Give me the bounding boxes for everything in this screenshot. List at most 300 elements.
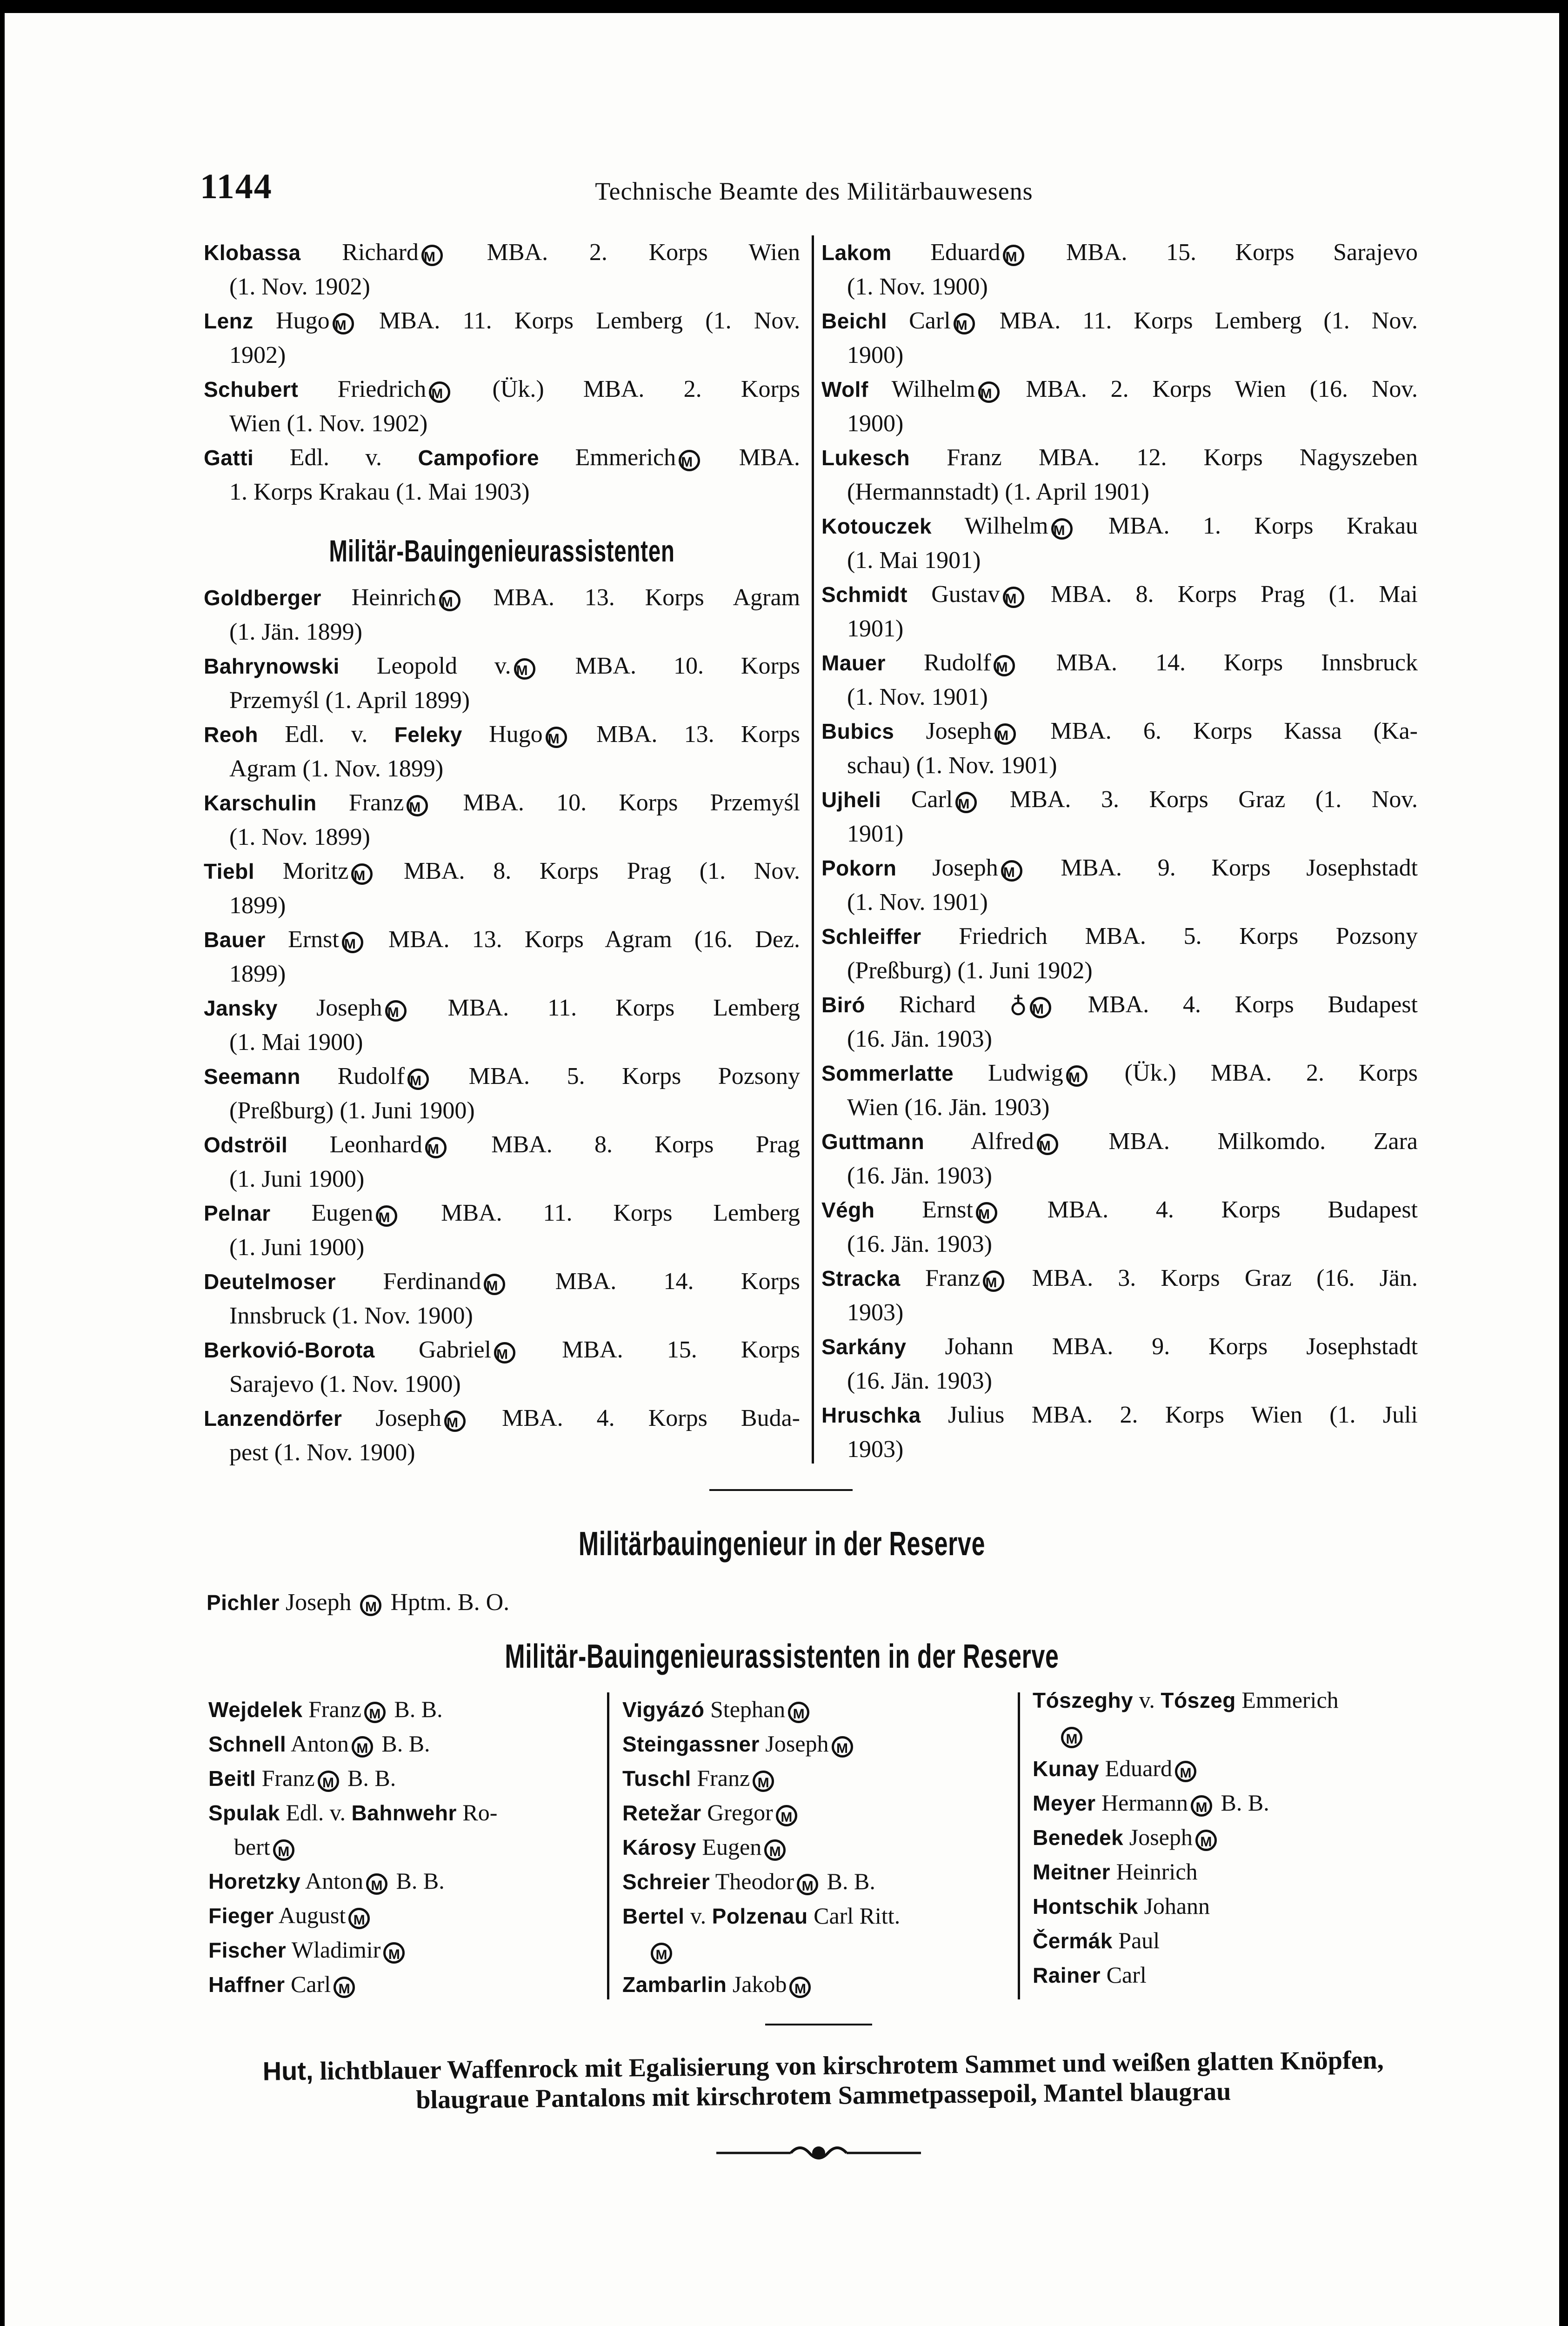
given-name: Rudolf xyxy=(924,649,991,676)
entry-line xyxy=(208,1799,497,1825)
entry-line xyxy=(821,577,1418,612)
given-name: Anton xyxy=(305,1868,364,1894)
list-item xyxy=(204,1401,800,1470)
entry-line xyxy=(208,1696,443,1722)
given-name: Gustav xyxy=(931,581,1000,608)
entry-continuation xyxy=(821,407,1418,441)
reserve-column-1 xyxy=(208,1692,594,2002)
entry-line xyxy=(622,1731,856,1757)
surname-part: Polzenau xyxy=(712,1904,808,1928)
list-item xyxy=(821,646,1418,714)
surname: Reoh xyxy=(204,722,258,747)
merit-mark-icon xyxy=(776,1805,797,1826)
list-item xyxy=(1033,1924,1423,1958)
entry-continuation xyxy=(204,338,800,372)
list-item xyxy=(821,372,1418,441)
list-item xyxy=(622,1796,1008,1830)
merit-mark-icon xyxy=(753,1771,774,1792)
entry-continuation xyxy=(622,1933,1008,1967)
section-separator xyxy=(765,2024,872,2025)
entry-continuation xyxy=(1033,1718,1423,1751)
entry-line xyxy=(821,782,1418,817)
entry-details: MBA. 3. Korps Graz (16. Jän. xyxy=(1032,1265,1418,1291)
given-name-part: Hugo xyxy=(489,721,543,748)
entry-continuation-text: (1. Jän. 1899) xyxy=(229,619,362,645)
entry-continuation xyxy=(821,1090,1418,1124)
given-name: Joseph xyxy=(1129,1824,1193,1850)
list-item xyxy=(821,988,1418,1056)
entry-line xyxy=(622,1868,875,1894)
entry-continuation-text: (Preßburg) (1. Juni 1902) xyxy=(847,957,1093,984)
entry-continuation-text: schau) (1. Nov. 1901) xyxy=(847,752,1057,779)
entry-continuation-text: (1. Nov. 1899) xyxy=(229,824,370,850)
given-name: Julius xyxy=(948,1402,1005,1428)
given-name-part: Emmerich xyxy=(1241,1687,1339,1713)
entry-continuation xyxy=(821,543,1418,577)
merit-mark-icon xyxy=(1066,1065,1088,1087)
entry-details: B. B. xyxy=(347,1765,396,1791)
list-item xyxy=(204,854,800,922)
list-item xyxy=(622,1761,1008,1796)
entry-details: MBA. 13. Korps xyxy=(596,721,801,748)
given-name: Joseph xyxy=(765,1731,829,1757)
surname: Seemann xyxy=(204,1064,301,1089)
entry-line xyxy=(204,991,800,1025)
given-name: Heinrich xyxy=(1116,1858,1198,1885)
entry-details: MBA. 1. Korps Krakau xyxy=(1108,513,1418,539)
merit-mark-icon xyxy=(360,1595,381,1616)
right-column-assistants xyxy=(821,235,1418,1466)
entry-line xyxy=(1033,1755,1199,1781)
surname: Lenz xyxy=(204,309,254,333)
given-name: Johann xyxy=(945,1333,1014,1360)
surname: Hontschik xyxy=(1033,1894,1138,1918)
list-item xyxy=(821,714,1418,782)
list-item xyxy=(821,1261,1418,1330)
entry-line xyxy=(821,441,1418,475)
entry-line xyxy=(622,1696,812,1722)
given-name: Anton xyxy=(290,1731,349,1757)
merit-mark-icon xyxy=(273,1839,294,1861)
entry-line xyxy=(204,581,800,615)
merit-mark-icon xyxy=(342,932,363,953)
entry-line xyxy=(204,786,800,820)
list-item xyxy=(821,235,1418,304)
entry-line xyxy=(204,235,800,270)
entry-continuation xyxy=(204,1230,800,1264)
surname: Bubics xyxy=(821,719,894,743)
entry-line xyxy=(204,1196,800,1230)
list-item xyxy=(821,577,1418,646)
given-name: Franz xyxy=(308,1696,361,1722)
surname: Biró xyxy=(821,993,865,1017)
merit-mark-icon xyxy=(484,1274,505,1295)
surname: Berkovió-Borota xyxy=(204,1338,375,1362)
entry-continuation-text: (Hermannstadt) (1. April 1901) xyxy=(847,479,1149,505)
entry-continuation-text: bert xyxy=(234,1834,270,1860)
surname: Steingassner xyxy=(622,1732,760,1756)
entry-details: (Ük.) MBA. 2. Korps xyxy=(1124,1060,1418,1086)
given-name: Gregor xyxy=(707,1799,773,1825)
surname: Fieger xyxy=(208,1904,274,1928)
list-item xyxy=(1033,1820,1423,1855)
list-item xyxy=(1033,1683,1423,1751)
merit-mark-icon xyxy=(425,1137,447,1158)
entry-continuation xyxy=(204,1162,800,1196)
surname: Wejdelek xyxy=(208,1698,303,1722)
list-item xyxy=(204,581,800,649)
given-name: Leopold v. xyxy=(376,653,511,679)
entry-continuation-text: (1. Juni 1900) xyxy=(229,1234,365,1261)
merit-mark-icon xyxy=(788,1702,809,1723)
entry-continuation-text: (1. Nov. 1901) xyxy=(847,684,988,710)
entry-details: MBA. 9. Korps Josephstadt xyxy=(1052,1333,1418,1360)
entry-line xyxy=(622,1799,800,1825)
merit-mark-icon xyxy=(514,658,535,680)
list-item xyxy=(208,1898,594,1933)
page-header xyxy=(200,167,1428,218)
uniform-note-text: lichtblauer Waffenrock mit Egalisierung von kirschrotem Sammet und weißen glatten Knöpfen, blaugraue Pantalons mit kirschrotem Sammetpassepoil, Mantel blaugrau xyxy=(320,2045,1384,2115)
list-item xyxy=(821,782,1418,851)
entry-line xyxy=(204,854,800,889)
rank-info: Hptm. B. O. xyxy=(390,1589,510,1616)
merit-mark-icon xyxy=(318,1771,339,1792)
entry-continuation xyxy=(204,752,800,786)
entry-continuation-text: Innsbruck (1. Nov. 1900) xyxy=(229,1303,473,1329)
surname: Kotouczek xyxy=(821,514,932,538)
list-item xyxy=(821,509,1418,577)
surname: Beichl xyxy=(821,309,887,333)
entry-continuation xyxy=(821,1296,1418,1330)
entry-continuation-text: (1. Nov. 1901) xyxy=(847,889,988,916)
merit-mark-icon xyxy=(334,1977,355,1998)
entry-details: MBA. 8. Korps Prag (1. Nov. xyxy=(404,858,801,884)
entry-continuation xyxy=(204,615,800,649)
uniform-note-label: Hut, xyxy=(262,2056,314,2086)
given-name: Joseph xyxy=(316,995,382,1021)
entry-line xyxy=(208,1765,396,1791)
entry-line xyxy=(622,1903,900,1929)
section-heading-reserve-assistants: Militär-Bauingenieurassistenten in der Reserve xyxy=(505,1638,1059,1675)
entry-continuation-text: (1. Nov. 1900) xyxy=(847,274,988,300)
list-item xyxy=(821,919,1418,988)
surname: Tiebl xyxy=(204,859,255,883)
given-name: Edl. v. xyxy=(286,1799,346,1825)
list-item xyxy=(821,1398,1418,1466)
entry-line xyxy=(204,649,800,683)
list-item xyxy=(622,1692,1008,1727)
entry-continuation xyxy=(204,1367,800,1401)
merit-mark-icon xyxy=(1175,1761,1196,1782)
surname: Schreier xyxy=(622,1870,710,1894)
given-name: Joseph xyxy=(932,855,998,881)
given-name: Carl xyxy=(911,786,953,813)
entry-line xyxy=(204,1333,800,1367)
merit-mark-icon xyxy=(1037,1134,1058,1155)
list-item xyxy=(622,1865,1008,1899)
merit-mark-icon xyxy=(348,1908,370,1929)
surname: Retežar xyxy=(622,1801,701,1825)
given-name: Johann xyxy=(1144,1893,1210,1919)
merit-mark-icon xyxy=(651,1943,672,1964)
given-name: Jakob xyxy=(732,1971,787,1997)
entry-continuation-text: (1. Nov. 1902) xyxy=(229,274,370,300)
entry-continuation-text: (16. Jän. 1903) xyxy=(847,1368,992,1394)
given-name: Alfred xyxy=(971,1128,1034,1155)
surname: Lanzendörfer xyxy=(204,1406,342,1430)
surname: Spulak xyxy=(208,1801,280,1825)
list-item xyxy=(204,372,800,441)
surname: Pelnar xyxy=(204,1201,271,1225)
given-name: Hermann xyxy=(1101,1790,1188,1816)
entry-continuation-text: Sarajevo (1. Nov. 1900) xyxy=(229,1371,461,1397)
merit-mark-icon xyxy=(1003,245,1024,266)
merit-mark-icon xyxy=(1001,860,1022,882)
merit-mark-icon xyxy=(978,381,1000,403)
list-item xyxy=(204,1264,800,1333)
list-item xyxy=(1033,1786,1423,1820)
entry-details: MBA. 4. Korps Buda- xyxy=(502,1405,800,1431)
entry-continuation-text: (16. Jän. 1903) xyxy=(847,1026,992,1052)
given-name: Eduard xyxy=(930,239,1001,266)
surname: Meitner xyxy=(1033,1860,1111,1884)
surname: Schmidt xyxy=(821,582,907,607)
surname: Stracka xyxy=(821,1266,901,1290)
list-item xyxy=(821,1193,1418,1261)
entry-continuation-text: Przemyśl (1. April 1899) xyxy=(229,687,470,714)
list-item xyxy=(208,1727,594,1761)
entry-line xyxy=(1033,1893,1210,1919)
entry-line xyxy=(204,922,800,957)
entry-line xyxy=(208,1731,430,1757)
section-heading-assistants: Militär-Bauingenieurassistenten xyxy=(329,534,675,568)
merit-mark-icon xyxy=(333,313,354,334)
entry-details: MBA. 3. Korps Graz (1. Nov. xyxy=(1009,786,1418,813)
given-name: Carl xyxy=(1106,1962,1147,1988)
entry-continuation xyxy=(821,885,1418,919)
merit-mark-icon xyxy=(352,1736,373,1758)
list-item xyxy=(204,922,800,991)
surname: Ujheli xyxy=(821,788,881,812)
given-name: Franz xyxy=(348,789,404,816)
list-item xyxy=(208,1796,594,1864)
surname: Károsy xyxy=(622,1835,696,1859)
given-name: Franz xyxy=(947,444,1002,471)
entry-continuation xyxy=(204,820,800,854)
given-name: v. xyxy=(690,1903,707,1929)
entry-line xyxy=(204,372,800,407)
entry-details: MBA. 15. Korps Sarajevo xyxy=(1066,239,1418,266)
list-item xyxy=(821,1330,1418,1398)
surname: Guttmann xyxy=(821,1130,925,1154)
entry-continuation-text: Agram (1. Nov. 1899) xyxy=(229,755,444,782)
entry-continuation xyxy=(821,680,1418,714)
ornament-end-rule-icon xyxy=(716,2139,921,2167)
entry-continuation-text: 1. Korps Krakau (1. Mai 1903) xyxy=(229,479,530,505)
entry-continuation-text: 1899) xyxy=(229,961,286,987)
entry-continuation xyxy=(204,889,800,922)
given-name: Ernst xyxy=(288,926,339,953)
entry-details: MBA. 5. Korps Pozsony xyxy=(468,1063,801,1089)
document-page xyxy=(5,13,1559,2326)
list-item xyxy=(204,786,800,854)
entry-continuation-text: (1. Mai 1900) xyxy=(229,1029,363,1056)
entry-details: MBA. 12. Korps Nagyszeben xyxy=(1038,444,1418,471)
entry-line xyxy=(204,1128,800,1162)
surname: Karschulin xyxy=(204,791,317,815)
entry-details: MBA. 4. Korps Budapest xyxy=(1047,1196,1418,1223)
entry-continuation xyxy=(821,1432,1418,1466)
surname: Vigyázó xyxy=(622,1698,705,1722)
surname: Čermák xyxy=(1033,1929,1113,1953)
entry-line xyxy=(821,1193,1418,1227)
surname: Lukesch xyxy=(821,446,910,470)
merit-mark-icon xyxy=(679,450,700,471)
entry-continuation-text: (16. Jän. 1903) xyxy=(847,1231,992,1257)
surname: Klobassa xyxy=(204,241,301,265)
entry-continuation-text: Wien (16. Jän. 1903) xyxy=(847,1094,1050,1121)
entry-continuation-text: pest (1. Nov. 1900) xyxy=(229,1439,415,1466)
entry-line xyxy=(821,646,1418,680)
entry-continuation-text: 1901) xyxy=(847,821,904,847)
entry-details: MBA. 8. Korps Prag xyxy=(491,1131,801,1158)
merit-mark-icon xyxy=(421,245,443,266)
surname: Jansky xyxy=(204,996,278,1020)
entry-details: (Ük.) MBA. 2. Korps xyxy=(492,376,800,402)
entry-line xyxy=(821,1056,1418,1090)
merit-mark-icon xyxy=(797,1874,818,1895)
given-name: Carl xyxy=(909,307,951,334)
entry-continuation-text: 1903) xyxy=(847,1299,904,1326)
given-name-part: Ro- xyxy=(462,1799,498,1825)
given-name: Wilhelm xyxy=(891,376,975,402)
entry-line xyxy=(208,1971,358,1997)
given-name: Eugen xyxy=(311,1200,374,1226)
entry-line xyxy=(821,988,1418,1022)
entry-details: MBA. 10. Korps xyxy=(575,653,800,679)
entry-line xyxy=(204,1264,800,1299)
given-name: Ludwig xyxy=(988,1060,1063,1086)
entry-line xyxy=(204,441,800,475)
entry-line xyxy=(204,717,800,752)
given-name: Franz xyxy=(925,1265,981,1291)
given-name-part: Emmerich xyxy=(575,444,676,471)
entry-details: MBA. 15. Korps xyxy=(562,1337,801,1363)
section-separator xyxy=(709,1489,853,1491)
merit-mark-icon xyxy=(366,1873,387,1895)
entry-details: MBA. 9. Korps Josephstadt xyxy=(1061,855,1418,881)
entry-details: B. B. xyxy=(396,1868,445,1894)
list-item xyxy=(204,1128,800,1196)
surname: Meyer xyxy=(1033,1791,1096,1815)
surname-part: Campofiore xyxy=(418,446,540,470)
merit-mark-icon xyxy=(994,723,1016,745)
list-item xyxy=(204,649,800,717)
entry-continuation-text: (Preßburg) (1. Juni 1900) xyxy=(229,1097,475,1124)
entry-continuation-text: 1899) xyxy=(229,892,286,919)
entry-details: B. B. xyxy=(381,1731,430,1757)
merit-mark-icon xyxy=(994,655,1015,676)
entry-line xyxy=(821,919,1418,954)
surname-part: Tószeg xyxy=(1161,1688,1236,1712)
list-item xyxy=(204,991,800,1059)
entry-continuation xyxy=(204,407,800,441)
merit-mark-icon xyxy=(1061,1727,1082,1748)
merit-mark-icon xyxy=(1195,1830,1217,1851)
entry-details: MBA. 11. Korps Lemberg (1. Nov. xyxy=(999,307,1418,334)
list-item xyxy=(204,235,800,304)
given-name: Wladimir xyxy=(291,1937,381,1963)
surname: Sommerlatte xyxy=(821,1061,954,1085)
surname: Schubert xyxy=(204,377,299,401)
entry-line xyxy=(821,1330,1418,1364)
merit-mark-icon xyxy=(444,1410,466,1432)
list-item xyxy=(622,1899,1008,1967)
given-name: Ferdinand xyxy=(383,1268,481,1295)
given-name: Moritz xyxy=(282,858,349,884)
surname: Horetzky xyxy=(208,1869,301,1893)
entry-continuation-text: Wien (1. Nov. 1902) xyxy=(229,410,428,437)
entry-continuation xyxy=(204,475,800,509)
given-name: Joseph xyxy=(926,718,992,744)
entry-continuation xyxy=(204,1094,800,1128)
entry-details: MBA. 13. Korps Agram (16. Dez. xyxy=(388,926,800,953)
reserve-engineer-entry xyxy=(207,1585,904,1620)
entry-details: MBA. Milkomdo. Zara xyxy=(1108,1128,1418,1155)
entry-line xyxy=(1033,1687,1339,1713)
given-name: Heinrich xyxy=(351,584,436,611)
entry-continuation xyxy=(821,817,1418,851)
entry-continuation-text: 1903) xyxy=(847,1436,904,1463)
merit-mark-icon xyxy=(1030,997,1051,1018)
merit-mark-icon xyxy=(546,727,567,748)
entry-continuation xyxy=(821,1364,1418,1398)
merit-mark-icon xyxy=(955,792,977,813)
given-name: Richard ♁ xyxy=(899,991,1028,1018)
surname: Kunay xyxy=(1033,1757,1100,1781)
merit-mark-icon xyxy=(983,1270,1004,1292)
surname: Gatti xyxy=(204,446,254,470)
list-item xyxy=(208,1933,594,1967)
left-column-assistants xyxy=(204,581,800,1470)
entry-line xyxy=(622,1834,788,1860)
entry-details: MBA. 8. Korps Prag (1. Mai xyxy=(1050,581,1418,608)
entry-details: MBA. 5. Korps Pozsony xyxy=(1085,923,1418,949)
given-name: Friedrich xyxy=(959,923,1048,949)
list-item xyxy=(821,1056,1418,1124)
given-name: Hugo xyxy=(276,307,330,334)
given-name: Eugen xyxy=(702,1834,762,1860)
entry-continuation xyxy=(821,1159,1418,1193)
list-item xyxy=(208,1761,594,1796)
given-name: Joseph xyxy=(375,1405,442,1431)
given-name: Ernst xyxy=(922,1196,973,1223)
surname: Goldberger xyxy=(204,586,321,610)
surname: Schleiffer xyxy=(821,924,921,949)
entry-details: MBA. 2. Korps Wien (16. Nov. xyxy=(1026,376,1418,402)
surname: Lakom xyxy=(821,241,892,265)
merit-mark-icon xyxy=(494,1342,515,1364)
entry-continuation xyxy=(821,1227,1418,1261)
running-title: Technische Beamte des Militärbauwesens xyxy=(595,177,1033,205)
merit-mark-icon xyxy=(954,313,975,334)
column-divider xyxy=(607,1692,609,1999)
uniform-description xyxy=(209,2044,1437,2117)
list-item xyxy=(622,1967,1008,2002)
entry-line xyxy=(821,509,1418,543)
merit-mark-icon xyxy=(385,1000,407,1022)
surname: Benedek xyxy=(1033,1825,1124,1850)
